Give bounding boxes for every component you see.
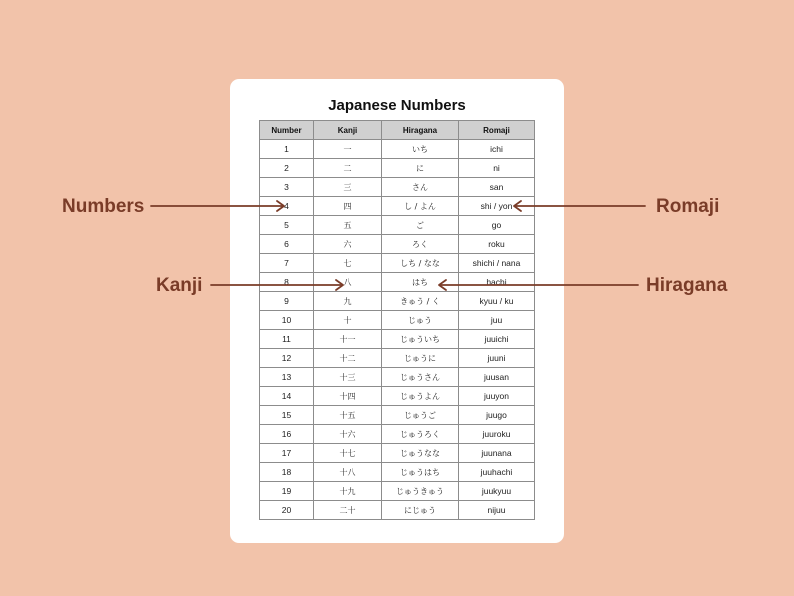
table-row bbox=[260, 159, 535, 178]
cell-number: 17 bbox=[260, 444, 314, 463]
cell-hiragana: じゅうろく bbox=[382, 425, 459, 444]
cell-romaji: san bbox=[459, 178, 535, 197]
cell-kanji: 十八 bbox=[314, 463, 382, 482]
table-row bbox=[260, 425, 535, 444]
table-row bbox=[260, 482, 535, 501]
cell-number: 10 bbox=[260, 311, 314, 330]
cell-number: 9 bbox=[260, 292, 314, 311]
header-hiragana: Hiragana bbox=[382, 121, 459, 140]
callout-kanji: Kanji bbox=[156, 275, 203, 296]
cell-number: 1 bbox=[260, 140, 314, 159]
numbers-table bbox=[259, 120, 535, 520]
cell-hiragana: じゅうよん bbox=[382, 387, 459, 406]
cell-romaji: juusan bbox=[459, 368, 535, 387]
callout-hiragana: Hiragana bbox=[646, 275, 728, 296]
cell-romaji: kyuu / ku bbox=[459, 292, 535, 311]
cell-kanji: 五 bbox=[314, 216, 382, 235]
cell-romaji: juugo bbox=[459, 406, 535, 425]
cell-hiragana: に bbox=[382, 159, 459, 178]
cell-kanji: 十五 bbox=[314, 406, 382, 425]
cell-number: 2 bbox=[260, 159, 314, 178]
cell-number: 16 bbox=[260, 425, 314, 444]
table-row bbox=[260, 197, 535, 216]
cell-hiragana: ろく bbox=[382, 235, 459, 254]
cell-hiragana: し / よん bbox=[382, 197, 459, 216]
header-number: Number bbox=[260, 121, 314, 140]
cell-number: 11 bbox=[260, 330, 314, 349]
cell-hiragana: じゅうなな bbox=[382, 444, 459, 463]
cell-kanji: 九 bbox=[314, 292, 382, 311]
header-romaji: Romaji bbox=[459, 121, 535, 140]
cell-romaji: juu bbox=[459, 311, 535, 330]
cell-kanji: 十七 bbox=[314, 444, 382, 463]
table-row bbox=[260, 311, 535, 330]
cell-romaji: ichi bbox=[459, 140, 535, 159]
cell-kanji: 二 bbox=[314, 159, 382, 178]
cell-kanji: 二十 bbox=[314, 501, 382, 520]
table-row bbox=[260, 178, 535, 197]
table-row bbox=[260, 406, 535, 425]
cell-romaji: juukyuu bbox=[459, 482, 535, 501]
cell-hiragana: きゅう / く bbox=[382, 292, 459, 311]
cell-hiragana: じゅう bbox=[382, 311, 459, 330]
cell-hiragana: じゅうさん bbox=[382, 368, 459, 387]
cell-kanji: 六 bbox=[314, 235, 382, 254]
table-row bbox=[260, 444, 535, 463]
cell-romaji: juuichi bbox=[459, 330, 535, 349]
table-row bbox=[260, 349, 535, 368]
cell-kanji: 十六 bbox=[314, 425, 382, 444]
cell-kanji: 一 bbox=[314, 140, 382, 159]
table-row bbox=[260, 140, 535, 159]
cell-hiragana: じゅうご bbox=[382, 406, 459, 425]
cell-number: 5 bbox=[260, 216, 314, 235]
page-title: Japanese Numbers bbox=[328, 97, 466, 114]
cell-romaji: go bbox=[459, 216, 535, 235]
cell-romaji: hachi bbox=[459, 273, 535, 292]
cell-hiragana: はち bbox=[382, 273, 459, 292]
cell-romaji: juuhachi bbox=[459, 463, 535, 482]
table-row bbox=[260, 292, 535, 311]
cell-romaji: shi / yon bbox=[459, 197, 535, 216]
cell-number: 20 bbox=[260, 501, 314, 520]
cell-romaji: juuni bbox=[459, 349, 535, 368]
cell-hiragana: いち bbox=[382, 140, 459, 159]
cell-hiragana: ご bbox=[382, 216, 459, 235]
cell-kanji: 十三 bbox=[314, 368, 382, 387]
cell-kanji: 十九 bbox=[314, 482, 382, 501]
cell-hiragana: じゅうきゅう bbox=[382, 482, 459, 501]
table-row bbox=[260, 216, 535, 235]
callout-romaji: Romaji bbox=[656, 196, 720, 217]
table-header-row bbox=[260, 121, 535, 140]
cell-kanji: 十一 bbox=[314, 330, 382, 349]
cell-number: 3 bbox=[260, 178, 314, 197]
table-row bbox=[260, 501, 535, 520]
cell-hiragana: にじゅう bbox=[382, 501, 459, 520]
table-row bbox=[260, 235, 535, 254]
cell-romaji: roku bbox=[459, 235, 535, 254]
cell-kanji: 七 bbox=[314, 254, 382, 273]
cell-romaji: shichi / nana bbox=[459, 254, 535, 273]
table-row bbox=[260, 330, 535, 349]
table-row bbox=[260, 463, 535, 482]
cell-number: 13 bbox=[260, 368, 314, 387]
cell-number: 12 bbox=[260, 349, 314, 368]
cell-kanji: 八 bbox=[314, 273, 382, 292]
table-row bbox=[260, 273, 535, 292]
cell-number: 19 bbox=[260, 482, 314, 501]
cell-romaji: juuyon bbox=[459, 387, 535, 406]
cell-hiragana: しち / なな bbox=[382, 254, 459, 273]
table-row bbox=[260, 368, 535, 387]
cell-kanji: 十 bbox=[314, 311, 382, 330]
cell-hiragana: じゅういち bbox=[382, 330, 459, 349]
cell-romaji: juunana bbox=[459, 444, 535, 463]
cell-kanji: 十四 bbox=[314, 387, 382, 406]
table-row bbox=[260, 254, 535, 273]
callout-numbers: Numbers bbox=[62, 196, 145, 217]
table-row bbox=[260, 387, 535, 406]
cell-romaji: ni bbox=[459, 159, 535, 178]
cell-number: 6 bbox=[260, 235, 314, 254]
cell-romaji: nijuu bbox=[459, 501, 535, 520]
cell-kanji: 十二 bbox=[314, 349, 382, 368]
header-kanji: Kanji bbox=[314, 121, 382, 140]
cell-number: 14 bbox=[260, 387, 314, 406]
cell-number: 4 bbox=[260, 197, 314, 216]
cell-kanji: 三 bbox=[314, 178, 382, 197]
cell-hiragana: さん bbox=[382, 178, 459, 197]
cell-number: 7 bbox=[260, 254, 314, 273]
cell-hiragana: じゅうに bbox=[382, 349, 459, 368]
cell-kanji: 四 bbox=[314, 197, 382, 216]
cell-number: 15 bbox=[260, 406, 314, 425]
cell-number: 8 bbox=[260, 273, 314, 292]
cell-romaji: juuroku bbox=[459, 425, 535, 444]
cell-hiragana: じゅうはち bbox=[382, 463, 459, 482]
cell-number: 18 bbox=[260, 463, 314, 482]
